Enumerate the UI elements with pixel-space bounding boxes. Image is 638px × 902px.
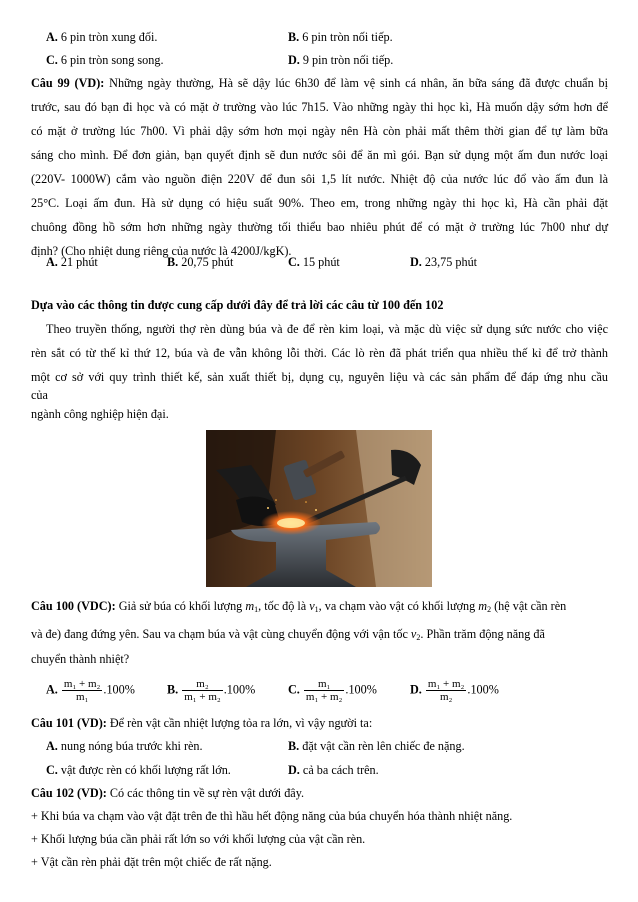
q99-option-b[interactable]: B. 20,75 phút bbox=[167, 255, 234, 269]
q100-option-a[interactable]: A. $\frac{\text{m₁ + m₂}}{\text{m₁}}$ .100% bbox=[46, 678, 135, 703]
q100-line-3: chuyển thành nhiệt? bbox=[31, 652, 130, 666]
q100-line-2: và đe) đang đứng yên. Sau va chạm búa và vật cùng chuyển động với vận tốc $v_2$. Phần trăm động năng đã bbox=[31, 627, 545, 642]
q100-option-c[interactable]: C. $\frac{\text{m₁}}{\text{m₁ + m₂}}$ .100% bbox=[288, 678, 377, 703]
passage-line-1: Theo truyền thống, người thợ rèn dùng búa và đe để rèn kim loại, và mặc dù việc sử dụng sức nước cho việc bbox=[46, 322, 608, 336]
q98-option-a[interactable]: A. 6 pin tròn xung đối. bbox=[46, 30, 158, 44]
passage-line-2: rèn sắt có từ thế kỉ thứ 12, búa và đe vẫn không lỗi thời. Các lò rèn đã phát triển qua nhiều thế kỉ để trở thành bbox=[31, 346, 608, 360]
q99-line-6: 25°C. Loại ấm đun. Hà sử dụng có hiệu suất 90%. Theo em, trong những ngày thi học kì, Hà cần phải đặt bbox=[31, 196, 608, 210]
q102-statement-3: + Vật cần rèn phải đặt trên một chiếc đe rất nặng. bbox=[31, 855, 272, 869]
q100-line-1: Câu 100 (VDC): Giả sử búa có khối lượng $m_1$, tốc độ là $v_1$, va chạm vào vật có khối lượng $m_2$ (hệ vật cần rèn bbox=[31, 599, 567, 614]
q98-option-d[interactable]: D. 9 pin tròn nối tiếp. bbox=[288, 53, 394, 67]
q102-statement-2: + Khối lượng búa cần phải rất lớn so với khối lượng của vật cần rèn. bbox=[31, 832, 366, 846]
q101-option-d[interactable]: D. cả ba cách trên. bbox=[288, 763, 379, 777]
q99-line-4: sáng cho mình. Để đơn giản, bạn quyết định sẽ đun nước sôi để ăn mì gói. Bạn sử dụng một ấm đun nước loại bbox=[31, 148, 608, 162]
passage-line-5: ngành công nghiệp hiện đại. bbox=[31, 407, 169, 421]
q99-line-3: có mặt ở trường lúc 7h00. Vì phải dậy sớm hơn mọi ngày nên Hà còn phải mất thêm thời gian để tự làm bữa bbox=[31, 124, 608, 138]
q99-line-2: trước, sau đó bạn đi học và có mặt ở trường vào lúc 7h15. Vào những ngày thi học kì, Hà muốn dậy sớm hơn để bbox=[31, 100, 608, 114]
q99-option-a[interactable]: A. 21 phút bbox=[46, 255, 98, 269]
blacksmith-forging-photo bbox=[206, 430, 432, 587]
q98-option-c[interactable]: C. 6 pin tròn song song. bbox=[46, 53, 164, 67]
q101-stem: Câu 101 (VD): Để rèn vật cần nhiệt lượng tỏa ra lớn, vì vậy người ta: bbox=[31, 716, 373, 730]
q102-statement-1: + Khi búa va chạm vào vật đặt trên đe thì hầu hết động năng của búa chuyển hóa thành nhiệt năng. bbox=[31, 809, 513, 823]
q99-line-8: định? (Cho nhiệt dung riêng của nước là 4200J/kgK). bbox=[31, 244, 292, 258]
q101-option-c[interactable]: C. vật được rèn có khối lượng rất lớn. bbox=[46, 763, 231, 777]
q99-line-1: Câu 99 (VD): Những ngày thường, Hà sẽ dậy lúc 6h30 để làm vệ sinh cá nhân, ăn bữa sáng đã được chuẩn bị bbox=[31, 76, 608, 90]
q99-line-7: chuông đồng hồ sớm hơn những ngày thường tối thiểu bao nhiêu phút để có mặt ở trường lúc 7h00 như dự bbox=[31, 220, 608, 234]
q99-option-d[interactable]: D. 23,75 phút bbox=[410, 255, 478, 269]
q100-option-b[interactable]: B. $\frac{\text{m₂}}{\text{m₁ + m₂}}$ .100% bbox=[167, 678, 256, 703]
q101-option-b[interactable]: B. đặt vật cần rèn lên chiếc đe nặng. bbox=[288, 739, 465, 753]
q101-option-a[interactable]: A. nung nóng búa trước khi rèn. bbox=[46, 739, 203, 753]
q99-option-c[interactable]: C. 15 phút bbox=[288, 255, 340, 269]
passage-line-3: một cơ sở với quy trình thiết kế, sản xuất thiết bị, dụng cụ, nguyên liệu và các sản phẩm để đáp ứng nhu cầu bbox=[31, 370, 608, 384]
q102-stem: Câu 102 (VD): Có các thông tin về sự rèn vật dưới đây. bbox=[31, 786, 305, 800]
passage-line-4: của bbox=[31, 388, 48, 402]
q98-option-b[interactable]: B. 6 pin tròn nối tiếp. bbox=[288, 30, 393, 44]
q99-line-5: (220V- 1000W) cắm vào nguồn điện 220V để đun sôi 1,5 lít nước. Nhiệt độ của nước lúc đổ vào ấm đun là bbox=[31, 172, 608, 186]
passage-heading: Dựa vào các thông tin được cung cấp dưới đây để trả lời các câu từ 100 đến 102 bbox=[31, 298, 444, 312]
q100-option-d[interactable]: D. $\frac{\text{m₁ + m₂}}{\text{m₂}}$ .100% bbox=[410, 678, 499, 703]
